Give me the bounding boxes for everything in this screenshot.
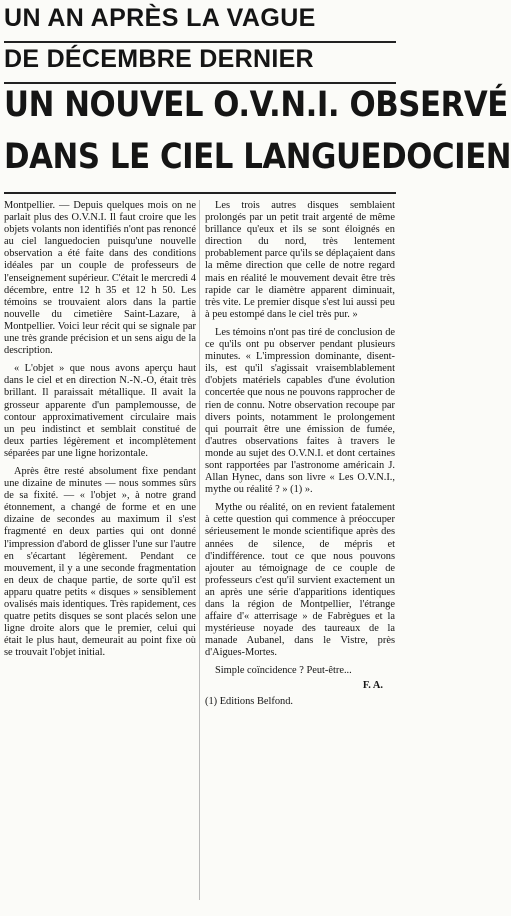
kicker-line-2: DE DÉCEMBRE DERNIER: [4, 45, 314, 73]
kicker-divider-1: [4, 41, 396, 43]
headline-divider: [4, 192, 396, 194]
article-paragraph-3: Après être resté absolument fixe pendant une dizaine de minutes — nous sommes sûrs de sa fixité. — « l'objet », à notre grand étonnement, a changé de forme et en une dizaine de secondes au maximum il s'est fragmenté en deux parties qui ont donné l'impression d'abord de glisser l'une sur l'autre en s'écartant légèrement. Pendant ce mouvement, il y a une seconde fragmentation en deux de chaque partie, de sorte qu'il est apparu quatre petits « disques » sensiblement ovalisés mais identiques. Très rapidement, ces quatre petits disques se sont placés selon une ligne droite alors que le premier, celui qui était le plus haut, demeurait au point fixe où se trouvait l'objet initial.: [4, 465, 196, 659]
article-column-right: [205, 200, 395, 708]
article-paragraph-7: Simple coïncidence ? Peut-être...: [215, 665, 352, 677]
headline-line-1: UN NOUVEL O.V.N.I. OBSERVÉ: [4, 85, 508, 125]
kicker-divider-2: [4, 82, 396, 84]
kicker-line-1: UN AN APRÈS LA VAGUE: [4, 4, 316, 32]
headline-line-2: DANS LE CIEL LANGUEDOCIEN: [4, 137, 511, 177]
article-paragraph-5: Les témoins n'ont pas tiré de conclusion de ce qu'ils ont pu observer pendant plusieurs minutes. « L'impression dominante, disent-ils, est qu'il s'agissait vraisemblablement d'objets matériels capables d'une évolution concertée que nous ne pouvons rapprocher de rien de connu. Notre observation recoupe par divers points, notamment le prolongement qui pourrait être une émission de fumée, d'autres observations faites à travers le monde au sujet des O.V.N.I. et dont certaines sont rapportées par l'astronome américain J. Allan Hynec, dans son livre « Les O.V.N.I., mythe ou réalité ? » (1) ».: [205, 326, 395, 496]
author-signature: F. A.: [362, 679, 383, 691]
article-paragraph-6: Mythe ou réalité, on en revient fatalement à cette question qui commence à préoccuper sérieusement le monde scientifique après des années de silence, de mépris et d'indifférence. tout ce que nous pouvons ajouter au témoignage de ce couple de professeurs c'est qu'il survient exactement un an après une série d'apparitions identiques dans la région de Montpellier, l'étrange affaire d'« atterrisage » de Fabrègues et la mystérieuse noyade des taureaux de la manade Aubanel, dans le Vistre, près d'Aigues-Mortes.: [205, 502, 395, 659]
article-column-left: [4, 200, 196, 659]
column-divider: [199, 200, 200, 900]
footnote: (1) Editions Belfond.: [205, 695, 294, 707]
article-paragraph-2: « L'objet » que nous avons aperçu haut dans le ciel et en direction N.-N.-O, était très brillant. Il paraissait métallique. Il avait la grosseur apparente d'un pamplemousse, de contour approximativement circulaire mais un peu indistinct et semblait constitué de deux parties légèrement et incomplètement séparées par une ligne horizontale.: [4, 363, 196, 459]
article-paragraph-4: Les trois autres disques semblaient prolongés par un petit trait argenté de même brillance qu'eux et ils se sont éloignés en direction du nord, très lentement probablement parce qu'ils se déplaçaient dans la même direction que celle de notre regard mais en réalité le mouvement devait être très rapide car le diamètre apparent diminuait, très vite. Le premier disque s'est lui aussi peu à peu estompé dans le ciel très pur. »: [205, 200, 395, 320]
article-paragraph-1: Montpellier. — Depuis quelques mois on ne parlait plus des O.V.N.I. Il faut croire que les objets volants non identifiés n'ont pas renoncé au ciel languedocien puisqu'une nouvelle observation a été faite dans des conditions idéales par un couple de professeurs de l'enseignement supérieur. C'était le mercredi 4 décembre, entre 12 h 35 et 12 h 50. Les témoins se trouvaient alors dans la partie nouvelle du cimetière Saint-Lazare, à Montpellier. Voici leur récit qui se signale par une très grande précision et un sens aigu de la description.: [4, 200, 196, 357]
